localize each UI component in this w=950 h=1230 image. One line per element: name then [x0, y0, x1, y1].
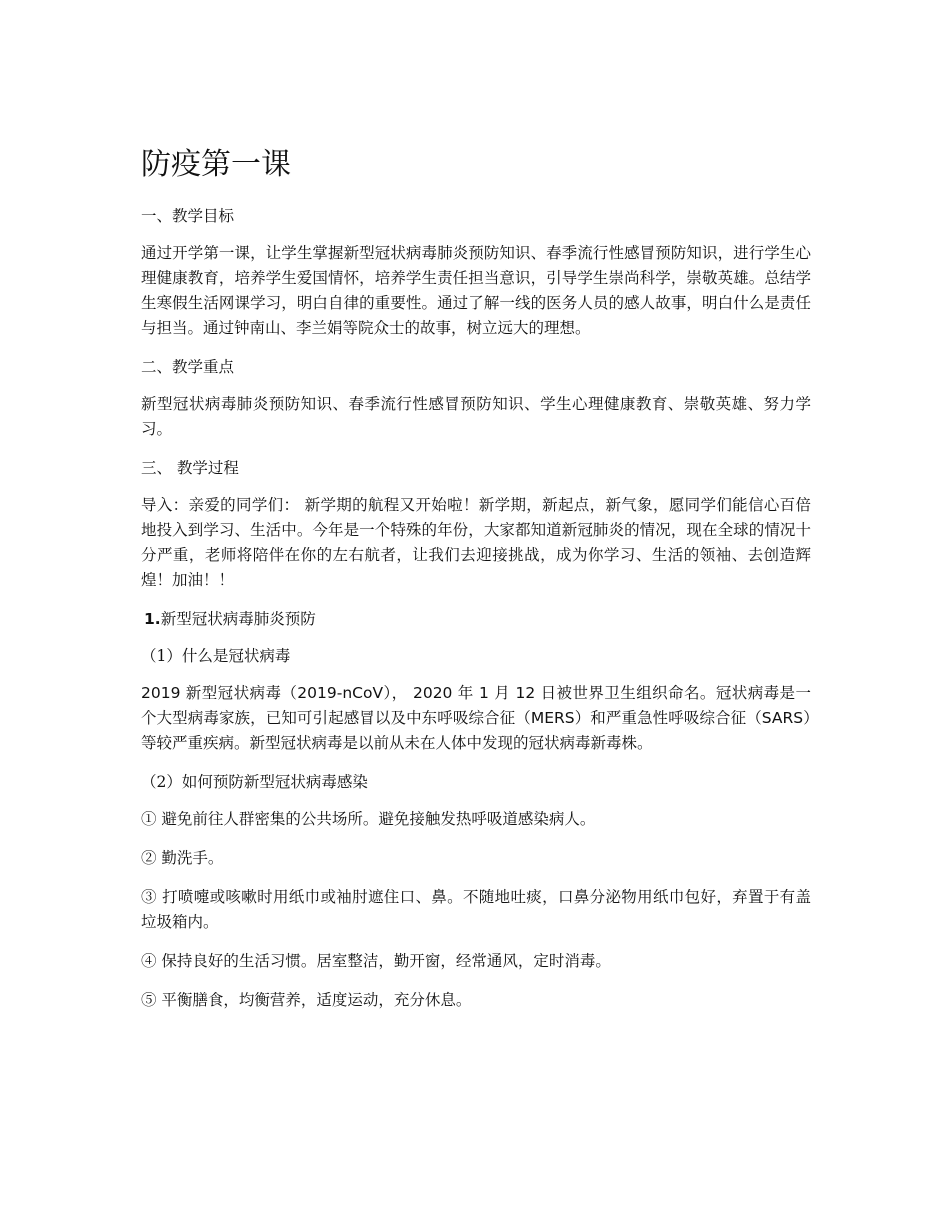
item-heading-prevention	[144, 607, 811, 632]
section-heading-key-points: 二、教学重点	[141, 358, 235, 376]
measure-item: ④ 保持良好的生活习惯。居室整洁，勤开窗，经常通风，定时消毒。	[141, 952, 611, 970]
intro-paragraph: 导入：亲爱的同学们： 新学期的航程又开始啦！新学期，新起点，新气象，愿同学们能信心百倍地投入到学习、生活中。今年是一个特殊的年份，大家都知道新冠肺炎的情况，现在全球的情况十分严重，老师将陪伴在你的左右航者，让我们去迎接挑战，成为你学习、生活的领袖、去创造辉煌！加油！！	[141, 496, 811, 589]
measure-item: ⑤ 平衡膳食，均衡营养，适度运动，充分休息。	[141, 991, 472, 1009]
sub-heading-what-is-coronavirus: （1）什么是冠状病毒	[141, 647, 291, 665]
item-number: 1.	[144, 610, 161, 628]
section-heading-process: 三、 教学过程	[141, 459, 239, 477]
sub-heading-how-to-prevent: （2）如何预防新型冠状病毒感染	[141, 773, 368, 791]
document-title: 防疫第一课	[141, 147, 291, 182]
measure-item: ① 避免前往人群密集的公共场所。避免接触发热呼吸道感染病人。	[141, 810, 596, 828]
section-body-key-points: 新型冠状病毒肺炎预防知识、春季流行性感冒预防知识、学生心理健康教育、崇敬英雄、努力学习。	[141, 395, 811, 438]
measure-item: ③ 打喷嚏或咳嗽时用纸巾或袖肘遮住口、鼻。不随地吐痰，口鼻分泌物用纸巾包好，弃置于有盖垃圾箱内。	[141, 888, 811, 931]
measure-item: ② 勤洗手。	[141, 849, 224, 867]
section-body-objectives: 通过开学第一课，让学生掌握新型冠状病毒肺炎预防知识、春季流行性感冒预防知识，进行学生心理健康教育，培养学生爱国情怀，培养学生责任担当意识，引导学生崇尚科学，崇敬英雄。总结学生寒假生活网课学习，明白自律的重要性。通过了解一线的医务人员的感人故事，明白什么是责任与担当。通过钟南山、李兰娟等院众士的故事，树立远大的理想。	[141, 244, 811, 337]
sub-body-what-is-coronavirus: 2019 新型冠状病毒（2019-nCoV）， 2020 年 1 月 12 日被世界卫生组织命名。冠状病毒是一个大型病毒家族，已知可引起感冒以及中东呼吸综合征（MERS）和严重急性呼吸综合征（SARS）等较严重疾病。新型冠状病毒是以前从未在人体中发现的冠状病毒新毒株。	[141, 684, 811, 752]
document-page	[141, 140, 811, 1027]
section-heading-objectives: 一、教学目标	[141, 207, 235, 225]
item-title: 新型冠状病毒肺炎预防	[160, 610, 316, 628]
